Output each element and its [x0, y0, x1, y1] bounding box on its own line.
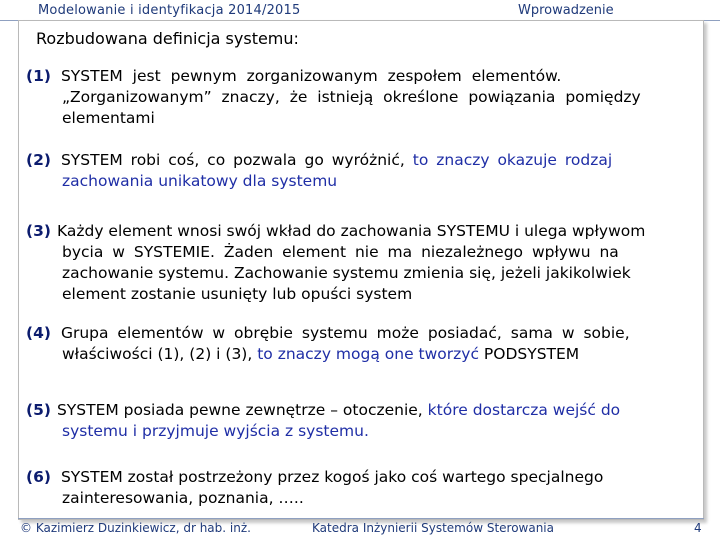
- item-text-highlight: systemu i przyjmuje wyjścia z systemu.: [62, 422, 369, 440]
- item-number: (3): [26, 222, 51, 240]
- footer-divider: [18, 518, 704, 519]
- item-text: bycia w SYSTEMIE. Żaden element nie ma niezależnego wpływu na: [62, 243, 619, 261]
- item-text: SYSTEM został postrzeżony przez kogoś jako coś wartego specjalnego: [60, 468, 604, 486]
- item-text: zachowanie systemu. Zachowanie systemu zmienia się, jeżeli jakikolwiek: [62, 264, 631, 282]
- item-text: element zostanie usunięty lub opuści system: [62, 285, 413, 303]
- definition-item-6: [26, 467, 686, 509]
- item-text: „Zorganizowanym” znaczy, że istnieją określone powiązania pomiędzy: [62, 88, 641, 106]
- definition-item-3: [26, 221, 686, 305]
- item-number: (4): [26, 324, 51, 342]
- footer-department: Katedra Inżynierii Systemów Sterowania: [312, 521, 554, 535]
- definition-item-5: [26, 400, 686, 442]
- definition-item-4: [26, 323, 686, 365]
- item-text: zainteresowania, poznania, …..: [62, 489, 304, 507]
- slide-title: Rozbudowana definicja systemu:: [36, 29, 299, 48]
- item-text-term: PODSYSTEM: [483, 345, 580, 363]
- item-text: właściwości (1), (2) i (3),: [62, 345, 258, 363]
- item-text: SYSTEM robi coś, co pozwala go wyróżnić,: [60, 151, 413, 169]
- item-text: SYSTEM jest pewnym zorganizowanym zespołem elementów.: [60, 67, 562, 85]
- item-text: elementami: [62, 109, 155, 127]
- header-section-title: Wprowadzenie: [518, 3, 614, 18]
- item-text: Każdy element wnosi swój wkład do zachowania SYSTEMU i ulega wpływom: [56, 222, 646, 240]
- footer-author: © Kazimierz Duzinkiewicz, dr hab. inż.: [20, 521, 251, 535]
- page-number: 4: [694, 521, 702, 535]
- item-number: (5): [26, 401, 51, 419]
- item-text-highlight: zachowania unikatowy dla systemu: [62, 172, 338, 190]
- item-number: (1): [26, 67, 51, 85]
- header-course-title: Modelowanie i identyfikacja 2014/2015: [38, 3, 301, 18]
- definition-item-2: [26, 150, 686, 192]
- item-text: Grupa elementów w obrębie systemu może posiadać, sama w sobie,: [60, 324, 630, 342]
- item-text-highlight: to znaczy okazuje rodzaj: [412, 151, 613, 169]
- item-number: (2): [26, 151, 51, 169]
- item-text: SYSTEM posiada pewne zewnętrze – otoczenie,: [56, 401, 428, 419]
- item-text-highlight: które dostarcza wejść do: [427, 401, 621, 419]
- item-text-highlight: to znaczy mogą one tworzyć: [257, 345, 484, 363]
- item-number: (6): [26, 468, 51, 486]
- definition-item-1: [26, 66, 686, 129]
